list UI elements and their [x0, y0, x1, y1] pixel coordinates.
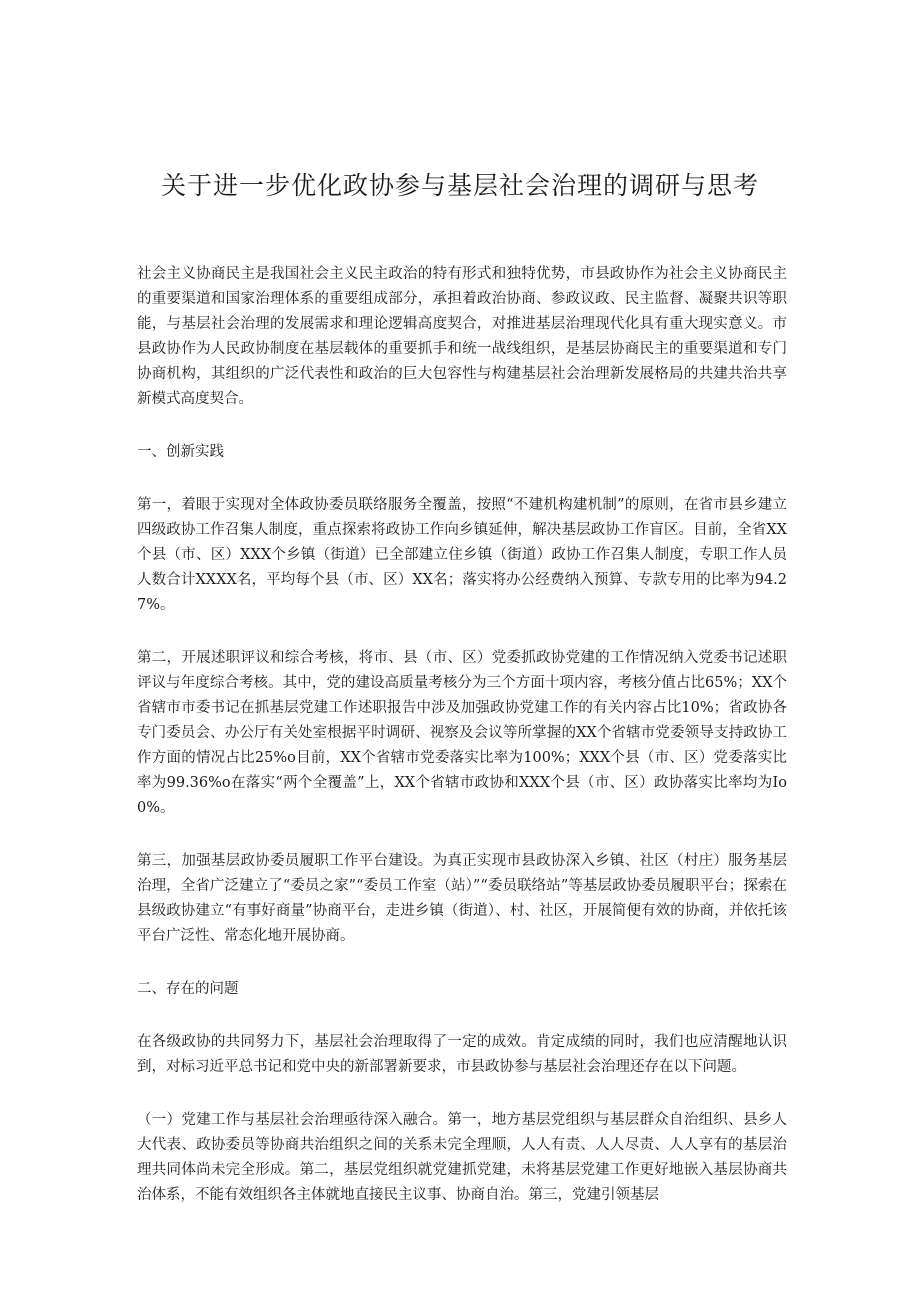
problems-paragraph-2: （一）党建工作与基层社会治理亟待深入融合。第一，地方基层党组织与基层群众自治组织、县乡人大代表、政协委员等协商共治组织之间的关系未完全理顺，人人有责、人人尽责、人人享有的基层治理共同体尚未完全形成。第二，基层党组织就党建抓党建，未将基层党建工作更好地嵌入基层协商共治体系，不能有效组织各主体就地直接民主议事、协商自治。第三，党建引领基层 [137, 1112, 787, 1203]
intro-paragraph: 社会主义协商民主是我国社会主义民主政治的特有形式和独特优势，市县政协作为社会主义协商民主的重要渠道和国家治理体系的重要组成部分，承担着政治协商、参政议政、民主监督、凝聚共识等职能，与基层社会治理的发展需求和理论逻辑高度契合，对推进基层治理现代化具有重大现实意义。市县政协作为人民政协制度在基层载体的重要抓手和统一战线组织，是基层协商民主的重要渠道和专门协商机构，其组织的广泛代表性和政治的巨大包容性与构建基层社会治理新发展格局的共建共治共享新模式高度契合。 [137, 266, 787, 407]
innovation-paragraph-1: 第一，着眼于实现对全体政协委员联络服务全覆盖，按照“不建机构建机制”的原则，在省市县乡建立四级政协工作召集人制度，重点探索将政协工作向乡镇延伸，解决基层政协工作盲区。目前，全省XX个县（市、区）XXX个乡镇（街道）已全部建立住乡镇（街道）政协工作召集人制度，专职工作人员人数合计XXXX名，平均每个县（市、区）XX名；落实将办公经费纳入预算、专款专用的比率为94.27%。 [137, 497, 787, 613]
innovation-paragraph-2: 第二，开展述职评议和综合考核，将市、县（市、区）党委抓政协党建的工作情况纳入党委书记述职评议与年度综合考核。其中，党的建设高质量考核分为三个方面十项内容，考核分值占比65%；XX个省辖市市委书记在抓基层党建工作述职报告中涉及加强政协党建工作的有关内容占比10%；省政协各专门委员会、办公厅有关处室根据平时调研、视察及会议等所掌握的XX个省辖市党委领导支持政协工作方面的情况占比25%o目前，XX个省辖市党委落实比率为100%；XXX个县（市、区）党委落实比率为99.36%o在落实“两个全覆盖”上，XX个省辖市政协和XXX个县（市、区）政协落实比率均为Io0%。 [137, 650, 787, 816]
innovation-paragraph-3: 第三，加强基层政协委员履职工作平台建设。为真正实现市县政协深入乡镇、社区（村庄）服务基层治理，全省广泛建立了“委员之家”“委员工作室（站）”“委员联络站”等基层政协委员履职平台；探索在县级政协建立“有事好商量”协商平台，走进乡镇（街道）、村、社区，开展简便有效的协商，并依托该平台广泛性、常态化地开展协商。 [137, 853, 787, 944]
problems-paragraph-1: 在各级政协的共同努力下，基层社会治理取得了一定的成效。肯定成绩的同时，我们也应清醒地认识到，对标习近平总书记和党中央的新部署新要求，市县政协参与基层社会治理还存在以下问题。 [137, 1034, 787, 1075]
section-heading-problems: 二、存在的问题 [137, 981, 239, 997]
document-title: 关于进一步优化政协参与基层社会治理的调研与思考 [160, 171, 759, 200]
section-heading-innovation: 一、创新实践 [137, 444, 224, 460]
document-body [137, 262, 787, 1236]
